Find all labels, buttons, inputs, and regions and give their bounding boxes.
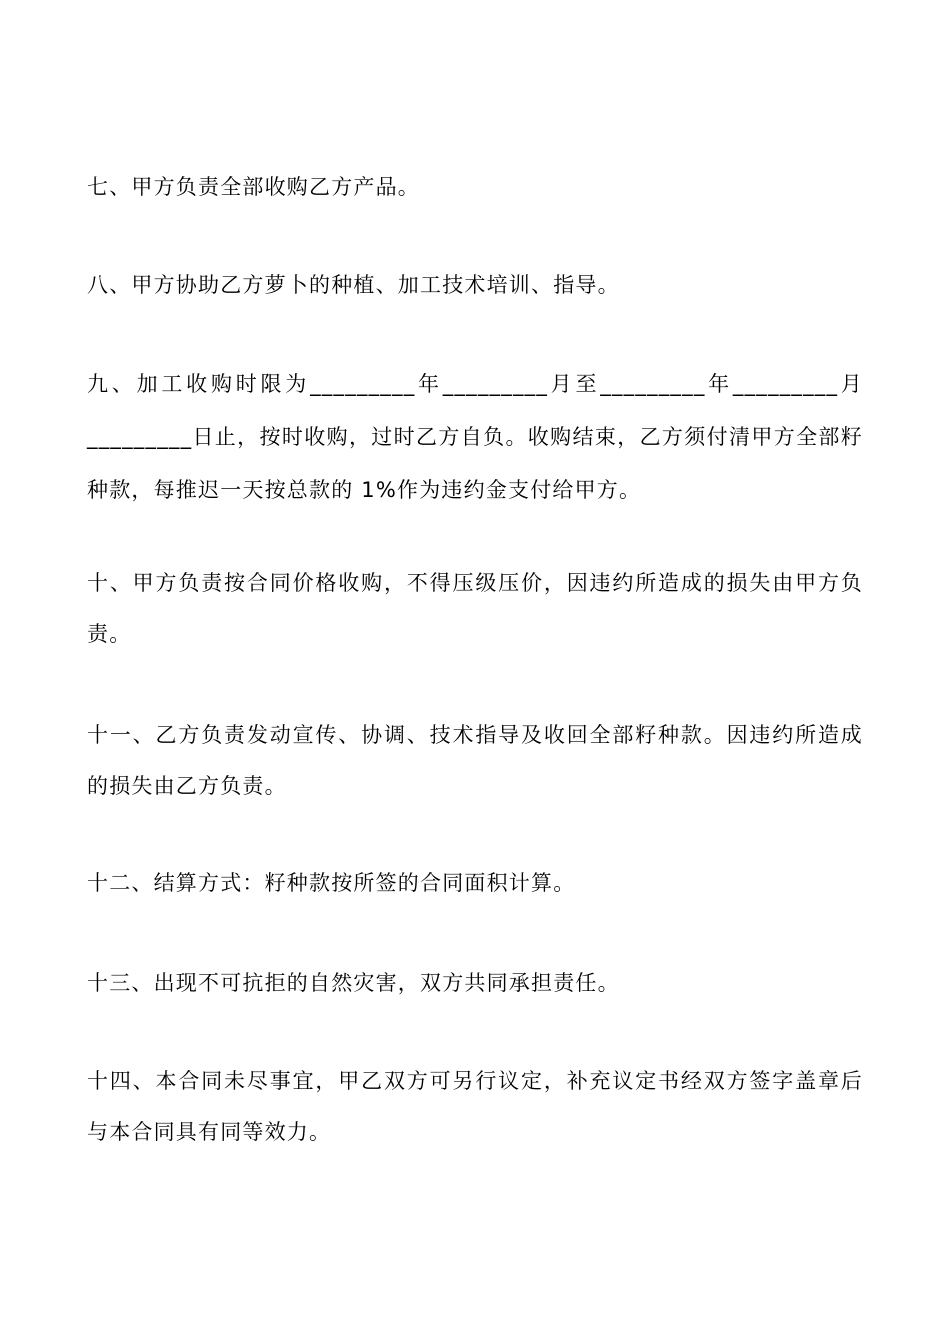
clause-11: 十一、乙方负责发动宣传、协调、技术指导及收回全部籽种款。因违约所造成的损失由乙方负责。 [87,723,863,798]
clause-14: 十四、本合同未尽事宜，甲乙双方可另行议定，补充议定书经双方签字盖章后与本合同具有同等效力。 [87,1069,863,1144]
clause-12: 十二、结算方式：籽种款按所签的合同面积计算。 [87,871,576,895]
clause-13: 十三、出现不可抗拒的自然灾害，双方共同承担责任。 [87,971,620,995]
clause-7: 七、甲方负责全部收购乙方产品。 [87,175,420,199]
clause-9: 九、加工收购时限为_________年_________月至_________年_________月_________日止，按时收购，过时乙方自负。收购结束，乙方须付清甲方全部籽种款，每推迟一天按总款的 1%作为违约金支付给甲方。 [87,372,863,502]
clause-8: 八、甲方协助乙方萝卜的种植、加工技术培训、指导。 [87,273,620,297]
clause-10: 十、甲方负责按合同价格收购，不得压级压价，因违约所造成的损失由甲方负责。 [87,571,863,646]
